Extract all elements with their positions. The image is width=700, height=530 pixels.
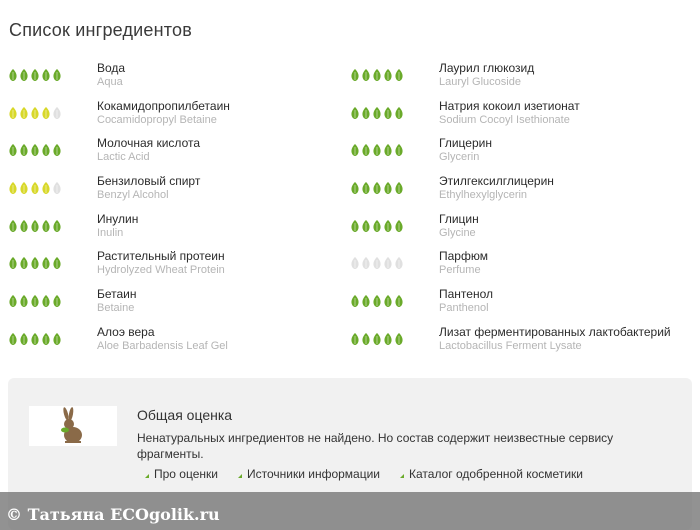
leaf-icon	[383, 219, 393, 233]
leaf-icon	[394, 68, 404, 82]
leaf-icon	[372, 294, 382, 308]
leaf-icon	[361, 68, 371, 82]
leaf-icon	[19, 294, 29, 308]
leaf-icon	[383, 143, 393, 157]
leaf-icon	[19, 181, 29, 195]
link-approved-cosmetics-catalog[interactable]: Каталог одобренной косметики	[400, 467, 583, 481]
leaf-icon	[8, 256, 18, 270]
ingredient-name-latin: Benzyl Alcohol	[97, 189, 169, 202]
ingredient-name-latin: Betaine	[97, 302, 135, 315]
rating-leaves	[8, 181, 62, 195]
leaf-icon	[41, 181, 51, 195]
leaf-icon	[30, 332, 40, 346]
rating-leaves	[350, 143, 404, 157]
leaf-icon	[8, 332, 18, 346]
leaf-icon	[361, 219, 371, 233]
ingredient-name-latin: Sodium Cocoyl Isethionate	[439, 113, 570, 126]
ingredient-row[interactable]	[0, 286, 350, 324]
leaf-icon	[30, 256, 40, 270]
rating-leaves	[8, 219, 62, 233]
ingredient-name-ru[interactable]: Кокамидопропилбетаин	[97, 98, 230, 113]
leaf-icon	[52, 256, 62, 270]
leaf-icon	[350, 106, 360, 120]
ingredient-name-ru[interactable]: Алоэ вера	[97, 324, 155, 339]
ingredient-name-latin: Lactic Acid	[97, 151, 150, 164]
watermark: © Татьяна ECOgolik.ru	[6, 505, 220, 524]
ingredient-row[interactable]	[342, 248, 692, 286]
leaf-icon	[361, 294, 371, 308]
ingredient-names	[439, 100, 580, 127]
rating-leaves	[350, 68, 404, 82]
rating-leaves	[8, 143, 62, 157]
ingredient-names	[97, 137, 200, 164]
ingredient-names	[97, 100, 230, 127]
leaf-icon	[383, 294, 393, 308]
leaf-icon	[361, 143, 371, 157]
ingredient-name-ru[interactable]: Глицерин	[439, 136, 492, 151]
leaf-icon	[19, 332, 29, 346]
ingredient-name-latin: Lauryl Glucoside	[439, 76, 521, 88]
ingredient-row[interactable]	[0, 248, 350, 286]
rating-leaves	[350, 294, 404, 308]
ingredient-name-latin: Aloe Barbadensis Leaf Gel	[97, 339, 228, 352]
leaf-icon	[372, 332, 382, 346]
leaf-icon	[41, 106, 51, 120]
leaf-icon	[30, 219, 40, 233]
leaf-icon	[52, 181, 62, 195]
leaf-icon	[361, 332, 371, 346]
leaf-icon	[394, 294, 404, 308]
leaf-icon	[372, 256, 382, 270]
rabbit-icon	[29, 406, 117, 446]
leaf-icon	[350, 219, 360, 233]
rating-leaves	[8, 332, 62, 346]
rating-leaves	[350, 256, 404, 270]
leaf-icon	[394, 143, 404, 157]
ingredient-column-right	[342, 60, 692, 362]
ingredient-name-latin: Glycine	[439, 226, 476, 239]
ingredient-row[interactable]	[0, 135, 350, 173]
leaf-icon	[361, 181, 371, 195]
rating-leaves	[8, 256, 62, 270]
ingredient-name-ru[interactable]: Глицин	[439, 211, 479, 226]
leaf-icon	[361, 256, 371, 270]
rating-leaves	[8, 106, 62, 120]
ingredient-row[interactable]	[342, 135, 692, 173]
leaf-icon	[41, 332, 51, 346]
ingredient-name-ru[interactable]: Лаурил глюкозид	[439, 61, 535, 75]
bullet-icon	[145, 474, 149, 478]
leaf-icon	[19, 219, 29, 233]
ingredient-row[interactable]	[342, 211, 692, 249]
leaf-icon	[30, 294, 40, 308]
ingredient-name-ru[interactable]: Парфюм	[439, 249, 488, 264]
leaf-icon	[372, 219, 382, 233]
leaf-icon	[372, 181, 382, 195]
ingredient-name-latin: Perfume	[439, 264, 481, 277]
leaf-icon	[383, 68, 393, 82]
ingredient-row[interactable]	[0, 98, 350, 136]
ingredient-name-latin: Inulin	[97, 226, 124, 239]
ingredient-column-left	[0, 60, 350, 362]
summary-links	[145, 467, 583, 481]
ingredient-row[interactable]	[342, 324, 692, 362]
ingredient-name-latin: Ethylhexylglycerin	[439, 189, 528, 202]
ingredient-names	[97, 326, 228, 353]
ingredient-name-latin: Aqua	[97, 76, 123, 88]
ingredient-row[interactable]	[0, 324, 350, 362]
rating-leaves	[350, 181, 404, 195]
ingredient-names	[97, 250, 225, 277]
rating-leaves	[350, 332, 404, 346]
page-title: Список ингредиентов	[9, 20, 193, 40]
rating-leaves	[8, 68, 62, 82]
ingredient-names	[439, 326, 671, 353]
leaf-icon	[372, 143, 382, 157]
ingredient-names	[439, 175, 554, 202]
leaf-icon	[52, 68, 62, 82]
leaf-icon	[350, 143, 360, 157]
leaf-icon	[8, 106, 18, 120]
leaf-icon	[394, 256, 404, 270]
ingredient-names	[97, 288, 137, 315]
leaf-icon	[350, 181, 360, 195]
ingredient-name-latin: Cocamidopropyl Betaine	[97, 113, 217, 126]
leaf-icon	[394, 332, 404, 346]
ingredient-row[interactable]	[0, 173, 350, 211]
bullet-icon	[400, 474, 404, 478]
ingredient-row[interactable]	[0, 60, 350, 98]
ingredient-name-latin: Hydrolyzed Wheat Protein	[97, 264, 225, 277]
ingredient-name-latin: Lactobacillus Ferment Lysate	[439, 339, 582, 352]
ingredient-names	[439, 137, 492, 164]
leaf-icon	[372, 106, 382, 120]
ingredient-row[interactable]	[342, 98, 692, 136]
leaf-icon	[52, 143, 62, 157]
ingredient-row[interactable]	[0, 211, 350, 249]
leaf-icon	[41, 219, 51, 233]
ingredient-name-ru[interactable]: Растительный протеин	[97, 249, 225, 264]
leaf-icon	[350, 332, 360, 346]
ingredient-names	[97, 175, 200, 202]
leaf-icon	[41, 256, 51, 270]
leaf-icon	[8, 294, 18, 308]
leaf-icon	[350, 68, 360, 82]
link-information-sources[interactable]: Источники информации	[238, 467, 380, 481]
leaf-icon	[19, 256, 29, 270]
ingredient-names	[439, 250, 488, 277]
ingredient-name-ru[interactable]: Этилгексилглицерин	[439, 174, 554, 189]
ingredient-name-ru[interactable]: Натрия кокоил изетионат	[439, 98, 580, 113]
leaf-icon	[30, 143, 40, 157]
leaf-icon	[52, 106, 62, 120]
summary-text: Ненатуральных ингредиентов не найдено. Но состав содержит неизвестные сервису фрагменты.	[137, 431, 614, 461]
bullet-icon	[238, 474, 242, 478]
ingredient-names	[439, 62, 534, 89]
leaf-icon	[41, 68, 51, 82]
ingredient-name-ru[interactable]: Пантенол	[439, 287, 493, 302]
leaf-icon	[19, 143, 29, 157]
ingredient-names	[439, 288, 493, 315]
link-about-ratings[interactable]: Про оценки	[145, 467, 218, 481]
ingredient-name-ru[interactable]: Вода	[97, 61, 126, 75]
leaf-icon	[394, 181, 404, 195]
rating-leaves	[350, 219, 404, 233]
leaf-icon	[19, 106, 29, 120]
rabbit-logo	[29, 406, 117, 446]
leaf-icon	[383, 181, 393, 195]
leaf-icon	[52, 219, 62, 233]
ingredient-name-ru[interactable]: Молочная кислота	[97, 136, 201, 151]
ingredient-names	[97, 62, 125, 89]
leaf-icon	[350, 256, 360, 270]
ingredient-names	[439, 213, 479, 240]
ingredient-name-ru[interactable]: Бетаин	[97, 287, 137, 302]
leaf-icon	[383, 106, 393, 120]
ingredient-names	[97, 213, 138, 240]
leaf-icon	[19, 68, 29, 82]
summary-title: Общая оценка	[137, 407, 233, 423]
leaf-icon	[372, 68, 382, 82]
ingredient-name-ru[interactable]: Бензиловый спирт	[97, 174, 201, 189]
leaf-icon	[383, 332, 393, 346]
ingredient-row[interactable]	[342, 286, 692, 324]
leaf-icon	[52, 332, 62, 346]
rating-leaves	[350, 106, 404, 120]
rating-leaves	[8, 294, 62, 308]
leaf-icon	[52, 294, 62, 308]
leaf-icon	[394, 219, 404, 233]
leaf-icon	[30, 68, 40, 82]
ingredient-name-ru[interactable]: Инулин	[97, 211, 139, 226]
leaf-icon	[30, 181, 40, 195]
leaf-icon	[8, 143, 18, 157]
leaf-icon	[350, 294, 360, 308]
leaf-icon	[383, 256, 393, 270]
leaf-icon	[8, 68, 18, 82]
ingredient-name-latin: Glycerin	[439, 151, 480, 164]
leaf-icon	[394, 106, 404, 120]
ingredient-row[interactable]	[342, 173, 692, 211]
ingredient-name-ru[interactable]: Лизат ферментированных лактобактерий	[439, 324, 671, 339]
leaf-icon	[30, 106, 40, 120]
ingredient-name-latin: Panthenol	[439, 302, 489, 315]
leaf-icon	[8, 219, 18, 233]
ingredient-row[interactable]	[342, 60, 692, 98]
leaf-icon	[41, 294, 51, 308]
leaf-icon	[41, 143, 51, 157]
leaf-icon	[361, 106, 371, 120]
leaf-icon	[8, 181, 18, 195]
